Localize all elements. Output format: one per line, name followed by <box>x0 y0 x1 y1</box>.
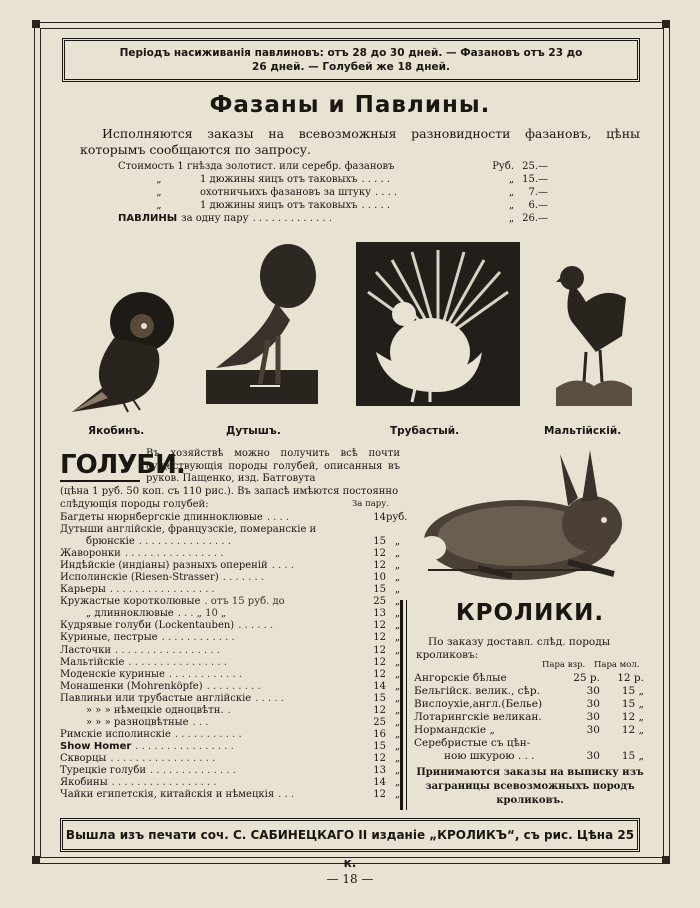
pigeon-row <box>60 753 400 765</box>
price-unit: „ <box>394 536 400 548</box>
price-value: 13 <box>373 764 386 776</box>
breed-name: Монашенки (Mohrenköpfe) <box>60 680 203 692</box>
leader-dots: . . . . . . . . . . . . <box>168 668 243 680</box>
price-value: 6.— <box>528 200 548 211</box>
adult-pair-price: 25 р. <box>573 672 600 684</box>
price-value: 12 <box>373 656 386 668</box>
ditto-mark: „ <box>156 174 162 185</box>
price-value: 12 <box>373 620 386 632</box>
price-unit: „ <box>394 608 400 620</box>
price-value: 15 <box>373 692 386 704</box>
notice-line: Періодъ насиживанія павлиновъ: отъ 28 до 30 дней. — Фазановъ отъ 23 до <box>119 47 583 59</box>
price-unit: „ <box>394 584 400 596</box>
price-unit: „ <box>394 596 400 608</box>
pigeon-row <box>60 777 400 789</box>
leader-dots: . . . . . . . . . . . . . . . . <box>135 740 234 752</box>
price-unit: „ <box>394 777 400 789</box>
young-pair-price: 15 „ <box>621 698 644 710</box>
price-label: Стоимость 1 гнѣзда золотист. или серебр. фазановъ <box>118 161 395 172</box>
adult-pair-price: 30 <box>586 724 600 736</box>
price-value <box>346 524 386 536</box>
pigeon-row <box>60 632 400 644</box>
young-pair-price: 15 „ <box>621 685 644 697</box>
breed-name: » » » разноцвѣтные <box>86 716 189 728</box>
leader-dots: . . . . . . . . . . . . <box>161 632 235 644</box>
young-pair-price: 15 „ <box>621 750 644 762</box>
price-row-peacock <box>118 212 548 225</box>
adult-pair-price: 30 <box>586 698 600 710</box>
leader-dots: . . . . . . . . . . . . . . . . <box>124 548 224 560</box>
rabbit-row <box>414 750 644 763</box>
pigeon-row <box>60 536 400 548</box>
corner-ornament <box>32 20 40 28</box>
leader-dots: . . . . <box>266 512 290 523</box>
leader-dots: . . . . . . <box>238 620 274 632</box>
rabbit-row <box>414 698 644 711</box>
price-value: 15 <box>373 584 386 596</box>
price-label: охотничьихъ фазановъ за штуку <box>200 187 371 198</box>
leader-dots: . . . . . . . <box>222 572 265 584</box>
breed-name: Скворцы <box>60 752 107 764</box>
adult-pair-price <box>556 737 600 750</box>
price-value: 12 <box>373 789 386 801</box>
corner-ornament <box>32 856 40 864</box>
caption-maltese: Мальтійскій. <box>544 425 622 437</box>
young-pair-price: 12 „ <box>621 724 644 736</box>
rabbits-title: КРОЛИКИ. <box>455 600 605 626</box>
pigeon-row <box>60 681 400 693</box>
rabbit-row <box>414 711 644 724</box>
rabbit-price-list <box>414 672 644 763</box>
breed-name: брюнскіе <box>86 536 135 548</box>
jacobin-pigeon-illustration <box>62 288 180 416</box>
leader-dots: . отъ 15 руб. до <box>204 596 285 608</box>
corner-ornament <box>662 20 670 28</box>
rabbit-breed-name: Бельгійск. велик., сѣр. <box>414 685 540 697</box>
pigeons-heading: ГОЛУБИ. <box>60 450 185 480</box>
leader-dots: . <box>227 704 231 716</box>
price-value: 12 <box>373 632 386 644</box>
pigeon-row <box>60 705 400 717</box>
price-label: 1 дюжины яицъ отъ таковыхъ <box>200 174 358 185</box>
price-value: 14 <box>373 777 386 789</box>
price-unit: „ <box>394 668 400 680</box>
price-unit: „ <box>394 789 400 801</box>
breed-name: Жаворонки <box>60 548 121 560</box>
pigeon-row <box>60 645 400 657</box>
adult-pair-price: 30 <box>586 750 600 762</box>
price-unit: „ <box>394 632 400 644</box>
ditto-mark: „ <box>156 187 162 198</box>
leader-dots: . . . . . . . . . . . <box>174 728 242 740</box>
breed-name: Моденскіе куриные <box>60 668 165 680</box>
adult-pair-price: 30 <box>586 711 600 723</box>
pigeon-row <box>60 560 400 572</box>
rabbit-breed-name: Вислоухіе,англ.(Бельe) <box>414 698 543 710</box>
currency: „ <box>508 174 514 185</box>
pigeons-intro-continued: (цѣна 1 руб. 50 коп. съ 110 рис.). Въ запасѣ имѣются постоянно слѣдующія породы голубей: <box>60 486 399 510</box>
price-value: 25.— <box>522 161 548 172</box>
pigeon-row <box>60 524 400 536</box>
pigeon-row <box>60 741 400 753</box>
pigeon-row <box>60 669 400 681</box>
price-unit: „ <box>394 704 400 716</box>
page-number: — 18 — <box>326 872 374 886</box>
price-row <box>118 186 548 199</box>
price-unit: „ <box>394 680 400 692</box>
rabbit-breed-name: Серебристые съ цѣн- <box>414 737 531 749</box>
price-unit: „ <box>394 620 400 632</box>
price-value: 12 <box>373 560 386 572</box>
pigeon-row <box>60 789 400 801</box>
price-value: 25 <box>373 716 386 728</box>
leader-dots: . . . . . . . . . . . . . . . . . <box>115 644 220 656</box>
price-value: 12 <box>373 668 386 680</box>
leader-dots: . . . . . <box>255 692 284 704</box>
caption-pouter: Дутышъ. <box>226 425 281 437</box>
price-unit: „ <box>394 548 400 560</box>
rabbit-illustration <box>408 448 644 590</box>
price-unit <box>386 524 400 536</box>
price-unit: руб. <box>386 512 408 523</box>
pigeon-row <box>60 620 400 632</box>
price-unit: „ <box>394 764 400 776</box>
price-value: 14 <box>373 680 386 692</box>
price-unit: „ <box>394 752 400 764</box>
pouter-pigeon-illustration <box>206 240 318 404</box>
pigeon-row <box>60 765 400 777</box>
leader-dots: . . . <box>278 789 295 801</box>
leader-dots: . . . . <box>374 187 398 198</box>
ditto-mark: „ <box>156 200 162 211</box>
rabbit-row <box>414 737 644 750</box>
rabbit-breed-name: Лотарингскіе великан. <box>414 711 542 723</box>
rabbit-breed-name: Нормандскіе „ <box>414 724 495 736</box>
col-young-pair: Пара мол. <box>593 660 640 670</box>
caption-jacobin: Якобинъ. <box>88 425 145 437</box>
price-value: 12 <box>373 548 386 560</box>
price-label: 1 дюжины яицъ отъ таковыхъ <box>200 200 358 211</box>
col-adult-pair: Пара взр. <box>542 660 586 670</box>
per-pair-header: За пару. <box>352 499 389 509</box>
breed-name: Исполинскіе (Riesen-Strasser) <box>60 572 219 584</box>
rabbit-row <box>414 672 644 685</box>
price-value: 13 <box>373 608 386 620</box>
price-value: 10 <box>373 572 386 584</box>
breed-name: Ласточки <box>60 644 111 656</box>
price-unit: „ <box>394 728 400 740</box>
currency: „ <box>508 213 514 224</box>
pheasants-title: Фазаны и Павлины. <box>209 92 491 118</box>
price-value: 14 <box>373 512 386 523</box>
pigeon-row <box>60 572 400 584</box>
price-value: 15 <box>373 740 386 752</box>
breed-name: Павлиньи или трубастые англійскіе <box>60 692 252 704</box>
leader-dots: . . . . . . . . . . . . . . . <box>138 536 231 548</box>
price-unit: „ <box>394 560 400 572</box>
incubation-notice <box>62 38 640 82</box>
adult-pair-price: 30 <box>586 685 600 697</box>
leader-dots: . . . . . . . . . <box>206 680 261 692</box>
price-unit: „ <box>394 656 400 668</box>
price-value: 15.— <box>522 174 548 185</box>
breed-name: Турецкіе голуби <box>60 764 147 776</box>
price-value: 16 <box>373 728 386 740</box>
price-value: 15 <box>373 536 386 548</box>
price-value: 7.— <box>528 187 548 198</box>
price-unit: „ <box>394 716 400 728</box>
breed-name: Индѣйскіе (индіаны) разныхъ опереній <box>60 560 268 572</box>
maltese-pigeon-illustration <box>556 262 632 406</box>
rabbit-breed-name: Ангорскіе бѣлые <box>414 672 507 684</box>
currency: „ <box>508 200 514 211</box>
breed-name: Show Homer <box>60 740 132 752</box>
leader-dots: . . . . . . . . . . . . . <box>252 213 333 224</box>
young-pair-price: 12 р. <box>617 672 644 684</box>
fantail-pigeon-illustration <box>356 242 520 406</box>
leader-dots: . . . . . . . . . . . . . . . . . <box>111 777 217 789</box>
leader-dots: . . . . . . . . . . . . . . . . <box>128 656 227 668</box>
breed-name: Кудрявые голуби (Lockentauben) <box>60 620 235 632</box>
leader-dots: . . . . . . . . . . . . . . <box>150 764 236 776</box>
price-label: за одну пару <box>181 213 249 224</box>
price-value: 25 <box>373 596 386 608</box>
price-value: 12 <box>373 752 386 764</box>
young-pair-price <box>600 737 644 750</box>
price-unit: „ <box>394 692 400 704</box>
breed-name: „ длинноклювые <box>86 608 174 620</box>
peacock-label: ПАВЛИНЫ <box>118 213 178 224</box>
rabbit-row <box>414 685 644 698</box>
pheasants-intro: Исполняются заказы на всевозможныя разновидности фазановъ, цѣны которымъ сообщаются по запросу. <box>80 126 640 157</box>
pigeon-row <box>60 729 400 741</box>
breed-name: Карьеры <box>60 584 106 596</box>
pigeon-row <box>60 596 400 608</box>
pigeon-row <box>60 657 400 669</box>
column-divider-thin <box>406 600 407 810</box>
caption-fantail: Трубастый. <box>390 425 460 437</box>
young-pair-price: 12 „ <box>621 711 644 723</box>
pigeons-intro: Въ хозяйствѣ можно получить всѣ почти существующія породы голубей, описанныя въ руков. Пащенко, изд. Батговута <box>146 448 400 484</box>
leader-dots: . . . <box>192 716 209 728</box>
rabbit-column-headers <box>542 660 640 670</box>
breed-name: » » » нѣмецкіе одноцвѣтн. <box>86 704 224 716</box>
breed-name: Багдеты нюрнбергскіе длинноклювые <box>60 512 263 523</box>
rabbit-row <box>414 724 644 737</box>
rabbits-intro: По заказу доставл. слѣд. породы кроликовъ: <box>416 636 611 661</box>
pigeon-row <box>60 693 400 705</box>
pigeon-row <box>60 717 400 729</box>
pigeon-row <box>60 584 400 596</box>
rabbit-breed-name: ною шкурою . . . <box>444 750 535 762</box>
breed-name: Дутыши англійскіе, французскіе, померанскіе и <box>60 524 317 536</box>
leader-dots: . . . . <box>271 560 294 572</box>
breed-name: Якобины <box>60 777 108 789</box>
price-row <box>118 199 548 212</box>
pigeon-row <box>60 608 400 620</box>
breed-name: Римскіе исполинскіе <box>60 728 171 740</box>
corner-ornament <box>662 856 670 864</box>
leader-dots: . . . . . . . . . . . . . . . . . <box>109 584 215 596</box>
price-row <box>118 160 548 173</box>
price-unit: „ <box>394 572 400 584</box>
price-unit: „ <box>394 740 400 752</box>
breed-name: Кружастые коротколювые <box>60 596 201 608</box>
currency: Руб. <box>492 161 514 172</box>
leader-dots: . . . . . <box>361 200 391 211</box>
price-unit: „ <box>394 644 400 656</box>
book-advertisement: Вышла изъ печати соч. С. САБИНЕЦКАГО II изданіе „КРОЛИКЪ“, съ рис. Цѣна 25 к. <box>60 818 640 852</box>
leader-dots: . . . . . <box>361 174 391 185</box>
currency: „ <box>508 187 514 198</box>
breed-name: Чайки египетскія, китайскія и нѣмецкія <box>60 789 275 801</box>
pigeon-row <box>60 548 400 560</box>
leader-dots <box>395 160 478 173</box>
price-row <box>118 173 548 186</box>
notice-line: 26 дней. — Голубей же 18 дней. <box>252 61 450 73</box>
column-divider <box>400 600 403 810</box>
pigeon-row <box>60 512 408 524</box>
price-value: 12 <box>373 704 386 716</box>
price-value: 12 <box>373 644 386 656</box>
rabbits-footer-note: Принимаются заказы на выписку изъ заграницы всевозможныхъ породъ кроликовъ. <box>416 767 644 806</box>
pigeon-price-list <box>60 512 408 801</box>
pheasant-price-list <box>118 160 548 225</box>
breed-name: Мальтійскіе <box>60 656 125 668</box>
leader-dots: . . . „ 10 „ <box>177 608 227 620</box>
leader-dots <box>316 524 346 536</box>
breed-name: Куриные, пестрые <box>60 632 158 644</box>
leader-dots: . . . . . . . . . . . . . . . . . <box>110 752 216 764</box>
price-value: 26.— <box>522 213 548 224</box>
